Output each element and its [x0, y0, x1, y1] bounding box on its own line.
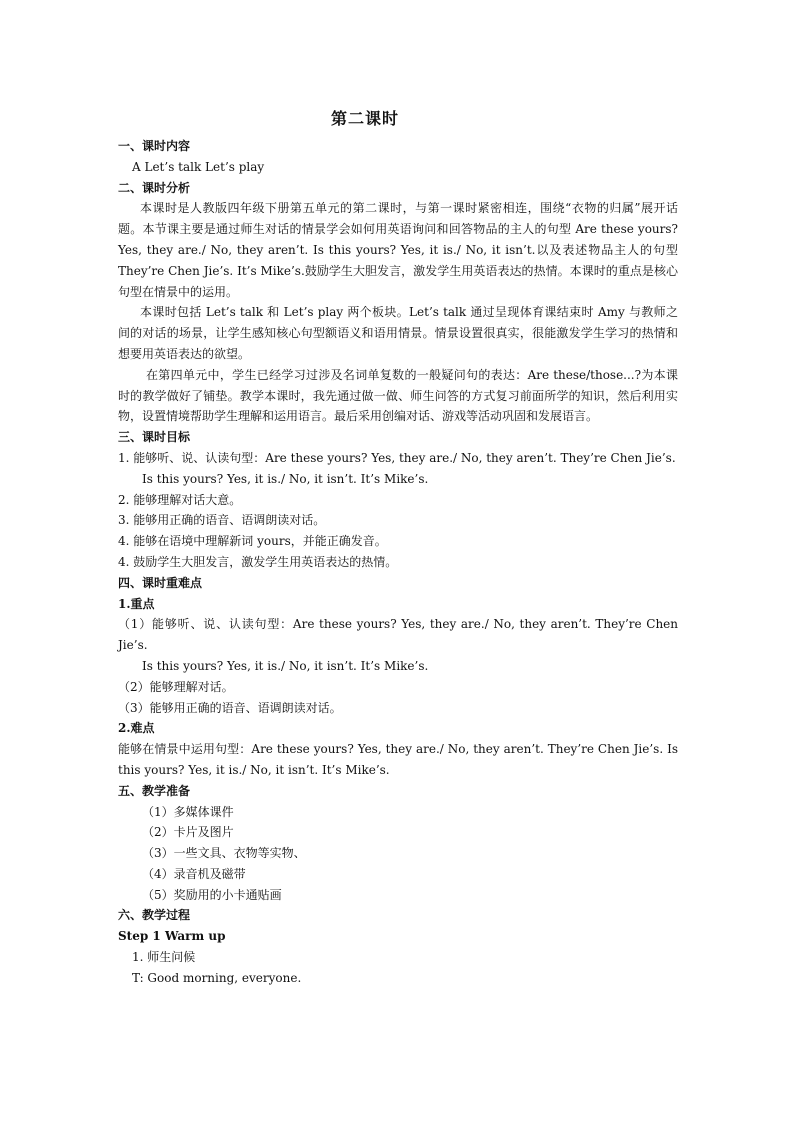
- objective-number: 1.: [118, 450, 130, 465]
- key-point-1-continued: Is this yours? Yes, it is./ No, it isn’t. It’s Mike’s.: [142, 658, 429, 673]
- objective-item-1-continued: Is this yours? Yes, it is./ No, it isn’t. It’s Mike’s.: [142, 471, 429, 486]
- section-heading-objectives: 三、课时目标: [118, 430, 191, 445]
- analysis-paragraph-3: 在第四单元中，学生已经学习过涉及名词单复数的一般疑问句的表达：Are these/those...?为本课时的教学做好了铺垫。教学本课时，我先通过做一做、师生问答的方式复习前面所学的知识，然后利用实物，设置情境帮助学生理解和运用语言。最后采用创编对话、游戏等活动巩固和发展语言。: [118, 367, 678, 424]
- objective-text: 能够理解对话大意。: [133, 492, 242, 507]
- procedure-item: 1. 师生问候: [132, 950, 196, 965]
- difficulty-heading: 2.难点: [118, 721, 155, 736]
- objective-text: 能够在语境中理解新词 yours，并能正确发音。: [133, 534, 387, 549]
- objective-item-2: [118, 490, 678, 511]
- preparation-item: （1）多媒体课件: [142, 804, 234, 819]
- preparation-item: （5）奖励用的小卡通贴画: [142, 887, 282, 902]
- preparation-item: （3）一些文具、衣物等实物、: [142, 846, 306, 861]
- analysis-paragraph-2: 本课时包括 Let’s talk 和 Let’s play 两个板块。Let’s talk 通过呈现体育课结束时 Amy 与教师之间的对话的场景，让学生感知核心句型额语义和语用情景。情景设置很真实，很能激发学生学习的热情和想要用英语表达的欲望。: [118, 305, 678, 361]
- key-point-heading: 1.重点: [118, 596, 155, 611]
- objective-number: 3.: [118, 513, 130, 528]
- objective-number: 2.: [118, 492, 130, 507]
- difficulty-text: 能够在情景中运用句型：Are these yours? Yes, they are./ No, they aren’t. They’re Chen Jie’s. Is this yours? Yes, it is./ No, it isn’t. It’s Mike’s.: [118, 742, 678, 777]
- page-title: 第二课时: [330, 109, 399, 128]
- section-heading-content: 一、课时内容: [118, 139, 191, 153]
- key-point-2: （2）能够理解对话。: [118, 679, 234, 694]
- objective-item-4: [118, 531, 678, 552]
- objective-number: 4.: [118, 534, 130, 549]
- key-point-3: （3）能够用正确的语音、语调朗读对话。: [118, 700, 342, 715]
- document-body: [118, 136, 678, 989]
- objective-number: 4.: [118, 554, 130, 569]
- objective-item-5: [118, 552, 678, 573]
- objective-text: 能够用正确的语音、语调朗读对话。: [133, 513, 326, 528]
- objective-item-3: [118, 510, 678, 531]
- procedure-dialogue-line: T: Good morning, everyone.: [132, 970, 302, 985]
- analysis-paragraph-1: 本课时是人教版四年级下册第五单元的第二课时，与第一课时紧密相连，围绕“衣物的归属”展开话题。本节课主要是通过师生对话的情景学会如何用英语询问和回答物品的主人的句型 Are these yours? Yes, they are./ No, they aren’t. Is this yours? Yes, it is./ No, it isn’t.以及表述物品主人的句型 They’re Chen Jie’s. It’s Mike’s.鼓励学生大胆发言，激发学生用英语表达的热情。本课时的重点是核心句型在情景中的运用。: [118, 201, 678, 299]
- step-heading: Step 1 Warm up: [118, 929, 226, 944]
- lesson-content-text: A Let’s talk Let’s play: [132, 159, 265, 174]
- preparation-item: （4）录音机及磁带: [142, 866, 246, 881]
- objective-item-1: [118, 448, 678, 469]
- objective-text: 能够听、说、认读句型：Are these yours? Yes, they are./ No, they aren’t. They’re Chen Jie’s.: [133, 450, 676, 465]
- key-point-1: （1）能够听、说、认读句型：Are these yours? Yes, they are./ No, they aren’t. They’re Chen Jie’s.: [118, 617, 678, 653]
- section-heading-procedure: 六、教学过程: [118, 908, 191, 923]
- objective-text: 鼓励学生大胆发言，激发学生用英语表达的热情。: [133, 554, 398, 569]
- section-heading-preparation: 五、教学准备: [118, 783, 191, 798]
- preparation-item: （2）卡片及图片: [142, 825, 234, 840]
- section-heading-key-points: 四、课时重难点: [118, 575, 203, 590]
- section-heading-analysis: 二、课时分析: [118, 180, 191, 195]
